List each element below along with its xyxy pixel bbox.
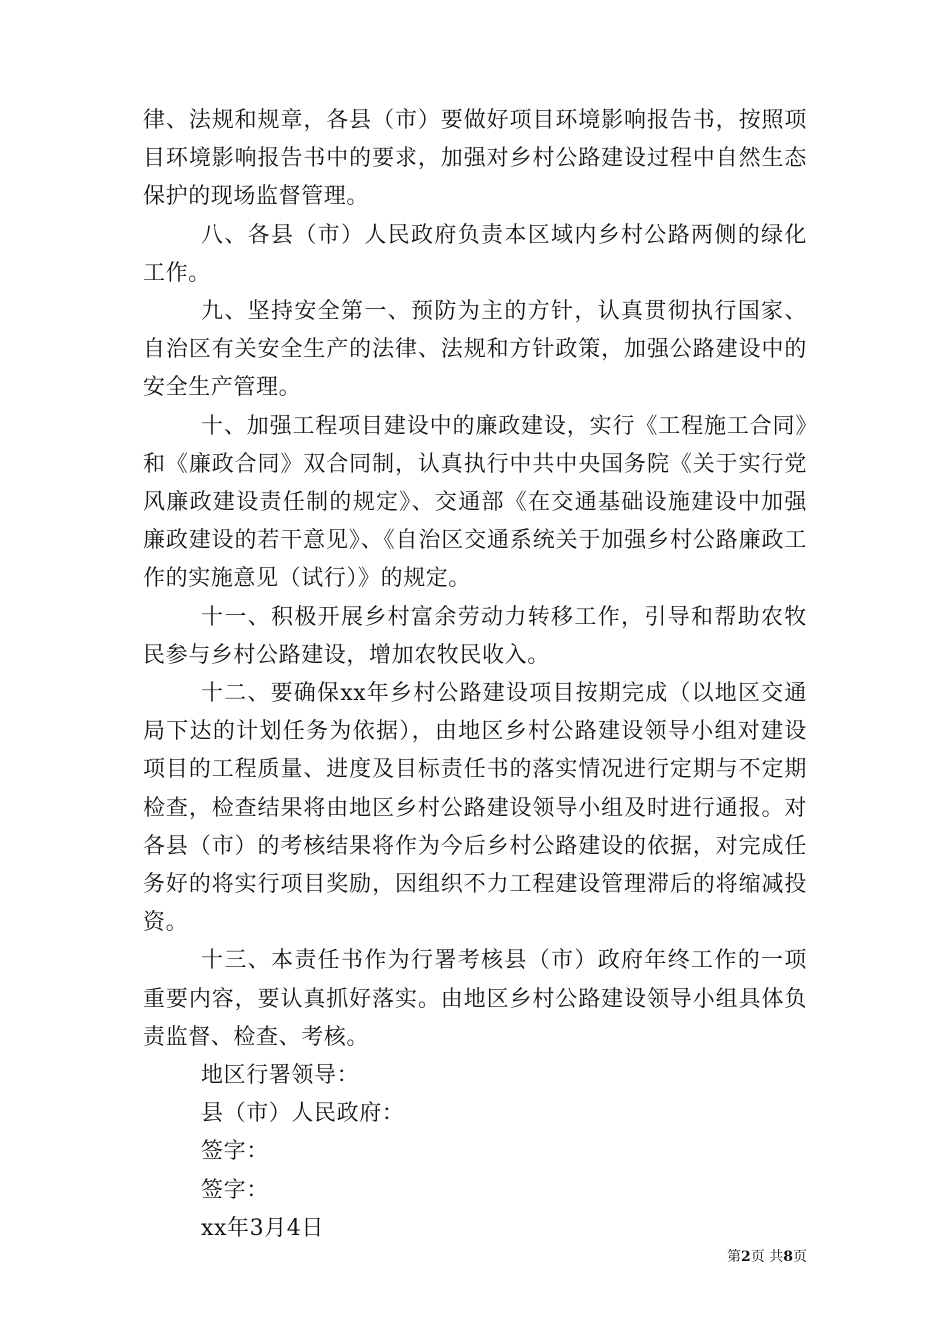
signature-line-prefecture: 地区行署领导： — [201, 1063, 360, 1089]
signature-line-county-government: 县（市）人民政府： — [201, 1101, 405, 1127]
footer-middle: 页 共 — [750, 1249, 784, 1265]
signature-block — [143, 1057, 807, 1248]
paragraph-item-13: 十三、本责任书作为行署考核县（市）政府年终工作的一项重要内容，要认真抓好落实。由地区乡村公路建设领导小组具体负责监督、检查、考核。 — [143, 948, 807, 1050]
signature-line-sign-2: 签字： — [201, 1177, 269, 1203]
footer-prefix: 第 — [727, 1249, 742, 1265]
paragraph-item-11: 十一、积极开展乡村富余劳动力转移工作，引导和帮助农牧民参与乡村公路建设，增加农牧民收入。 — [143, 604, 807, 668]
paragraph-continuation: 律、法规和规章，各县（市）要做好项目环境影响报告书，按照项目环境影响报告书中的要求，加强对乡村公路建设过程中自然生态保护的现场监督管理。 — [143, 108, 807, 210]
paragraph-item-10: 十、加强工程项目建设中的廉政建设，实行《工程施工合同》和《廉政合同》双合同制，认真执行中共中央国务院《关于实行党风廉政建设责任制的规定》、交通部《在交通基础设施建设中加强廉政建设的若干意见》、《自治区交通系统关于加强乡村公路廉政工作的实施意见（试行）》的规定。 — [143, 413, 807, 592]
signature-line-sign-1: 签字： — [201, 1139, 269, 1165]
document-body — [143, 102, 807, 1248]
paragraph-item-9: 九、坚持安全第一、预防为主的方针，认真贯彻执行国家、自治区有关安全生产的法律、法规和方针政策，加强公路建设中的安全生产管理。 — [143, 299, 807, 401]
signature-date: xx年3月4日 — [201, 1215, 325, 1241]
footer-total-pages: 8 — [783, 1249, 793, 1265]
footer-current-page: 2 — [741, 1249, 751, 1265]
paragraph-item-8: 八、各县（市）人民政府负责本区域内乡村公路两侧的绿化工作。 — [143, 222, 807, 286]
page-number-footer — [727, 1248, 807, 1266]
footer-suffix: 页 — [793, 1249, 807, 1265]
paragraph-item-12: 十二、要确保xx年乡村公路建设项目按期完成（以地区交通局下达的计划任务为依据），由地区乡村公路建设领导小组对建设项目的工程质量、进度及目标责任书的落实情况进行定期与不定期检查，检查结果将由地区乡村公路建设领导小组及时进行通报。对各县（市）的考核结果将作为今后乡村公路建设的依据，对完成任务好的将实行项目奖励，因组织不力工程建设管理滞后的将缩减投资。 — [143, 681, 807, 936]
